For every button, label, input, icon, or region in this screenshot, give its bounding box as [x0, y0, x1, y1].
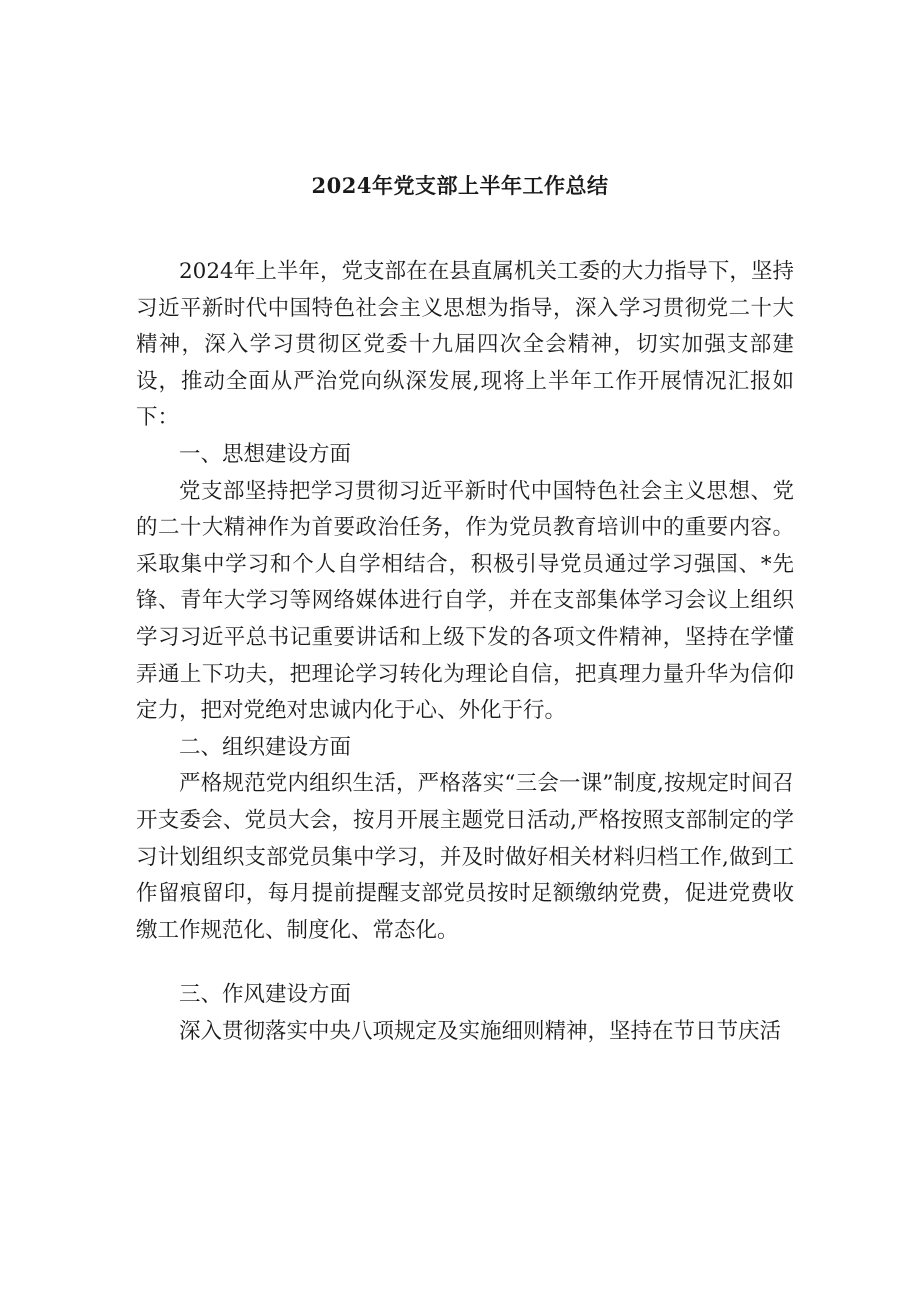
section-heading-3: 三、作风建设方面 [179, 982, 352, 1008]
section-heading-1: 一、思想建设方面 [179, 441, 352, 467]
document-body [136, 254, 794, 1050]
paragraph-gap [136, 949, 794, 977]
section-body-3: 深入贯彻落实中央八项规定及实施细则精神，坚持在节日节庆活 [179, 1018, 782, 1044]
section-body-2: 严格规范党内组织生活，严格落实“三会一课”制度,按规定时间召开支委会、党员大会，按月开展主题党日活动,严格按照支部制定的学习计划组织支部党员集中学习，并及时做好相关材料归档工作,做到工作留痕留印，每月提前提醒支部党员按时足额缴纳党费，促进党费收缴工作规范化、制度化、常态化。 [136, 771, 794, 943]
section-body-1: 党支部坚持把学习贯彻习近平新时代中国特色社会主义思想、党的二十大精神作为首要政治任务，作为党员教育培训中的重要内容。采取集中学习和个人自学相结合，积极引导党员通过学习强国、*先锋、青年大学习等网络媒体进行自学，并在支部集体学习会议上组织学习习近平总书记重要讲话和上级下发的各项文件精神，坚持在学懂弄通上下功夫，把理论学习转化为理论自信，把真理力量升华为信仰定力，把对党绝对忠诚内化于心、外化于行。 [136, 478, 794, 724]
intro-paragraph: 2024年上半年，党支部在在县直属机关工委的大力指导下，坚持习近平新时代中国特色社会主义思想为指导，深入学习贯彻党二十大精神，深入学习贯彻区党委十九届四次全会精神，切实加强支部建设，推动全面从严治党向纵深发展,现将上半年工作开展情况汇报如下： [136, 259, 794, 431]
document-title: 2024年党支部上半年工作总结 [311, 173, 609, 198]
section-heading-2: 二、组织建设方面 [179, 734, 352, 760]
